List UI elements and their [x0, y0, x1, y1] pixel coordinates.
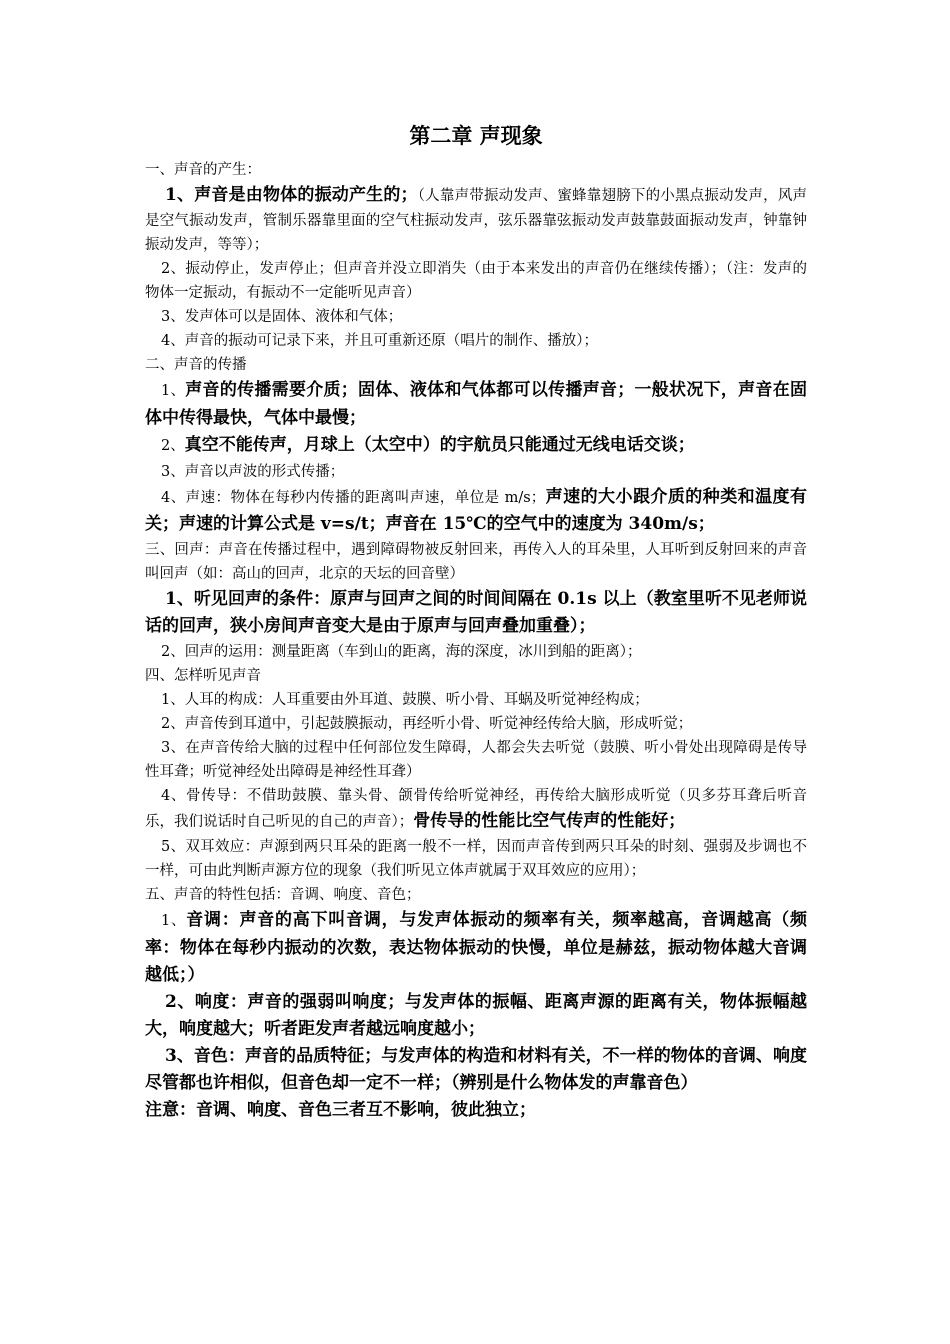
section-heading-3: 三、回声：声音在传播过程中，遇到障碍物被反射回来，再传入人的耳朵里，人耳听到反射回来的声音叫回声（如：高山的回声，北京的天坛的回音壁） — [145, 542, 807, 582]
paragraph-2-3: 3、声音以声波的形式传播； — [161, 464, 345, 480]
paragraph-1-4: 4、声音的振动可记录下来，并且可重新还原（唱片的制作、播放）； — [161, 333, 598, 349]
paragraph-4-4-text: 4、骨传导：不借助鼓膜、靠头骨、颌骨传给听觉神经，再传给大脑形成听觉（贝多芬耳聋后听音乐，我们说话时自己听见的自己的声音）； — [145, 788, 807, 830]
paragraph-2-2-bold: 真空不能传声，月球上（太空中）的宇航员只能通过无线电话交谈； — [184, 435, 695, 455]
paragraph-4-3: 3、在声音传给大脑的过程中任何部位发生障碍，人都会失去听觉（鼓膜、听小骨处出现障碍是传导性耳聋；听觉神经处出障碍是神经性耳聋） — [145, 740, 807, 780]
paragraph-2-1-num: 1、 — [161, 383, 186, 399]
section-heading-5: 五、声音的特性包括：音调、响度、音色； — [145, 887, 421, 903]
paragraph-5-1-num: 1、 — [161, 913, 187, 929]
paragraph-3-1: 1、听见回声的条件：原声与回声之间的时间间隔在 0.1s 以上（教室里听不见老师说话的回声，狭小房间声音变大是由于原声与回声叠加重叠）； — [145, 589, 807, 636]
paragraph-5-2: 2、响度：声音的强弱叫响度；与发声体的振幅、距离声源的距离有关，物体振幅越大，响度越大；听者距发声者越远响度越小； — [145, 992, 807, 1039]
paragraph-3-2: 2、回声的运用：测量距离（车到山的距离，海的深度，冰川到船的距离）； — [161, 644, 642, 660]
paragraph-1-2: 2、振动停止，发声停止；但声音并没立即消失（由于本来发出的声音仍在继续传播）；（注：发声的物体一定振动，有振动不一定能听见声音） — [145, 261, 807, 301]
section-heading-2: 二、声音的传播 — [145, 357, 247, 373]
paragraph-4-5: 5、双耳效应：声源到两只耳朵的距离一般不一样，因而声音传到两只耳朵的时刻、强弱及步调也不一样，可由此判断声源方位的现象（我们听见立体声就属于双耳效应的应用）； — [145, 839, 807, 879]
paragraph-1-1 — [145, 182, 807, 257]
section-heading-1: 一、声音的产生： — [145, 162, 261, 178]
paragraph-4-4-bold: 骨传导的性能比空气传声的性能好； — [413, 811, 686, 831]
paragraph-2-4-text: 4、声速：物体在每秒内传播的距离叫声速，单位是 m/s； — [161, 490, 546, 506]
paragraph-4-2: 2、声音传到耳道中，引起鼓膜振动，再经听小骨、听觉神经传给大脑，形成听觉； — [161, 716, 693, 732]
paragraph-1-3: 3、发声体可以是固体、液体和气体； — [161, 309, 403, 325]
paragraph-2-4-bold: 声速的大小跟介质的种类和温度有关；声速的计算公式是 v=s/t；声音在 15℃的空气中的速度为 340m/s； — [145, 487, 807, 534]
section-heading-4: 四、怎样听见声音 — [145, 668, 261, 684]
paragraph-4-1: 1、人耳的构成：人耳重要由外耳道、鼓膜、听小骨、耳蜗及听觉神经构成； — [161, 692, 649, 708]
paragraph-2-4 — [145, 484, 807, 538]
paragraph-5-1 — [145, 907, 807, 989]
paragraph-2-1 — [145, 377, 807, 432]
paragraph-5-3: 3、音色：声音的品质特征；与发声体的构造和材料有关，不一样的物体的音调、响度尽管都也许相似，但音色却一定不一样；（辨别是什么物体发的声靠音色） — [145, 1046, 807, 1093]
document-body — [145, 118, 807, 1124]
paragraph-2-2 — [145, 432, 807, 460]
paragraph-4-4 — [145, 784, 807, 835]
paragraph-5-1-bold: 音调：声音的高下叫音调，与发声体振动的频率有关，频率越高，音调越高（频率：物体在每秒内振动的次数，表达物体振动的快慢，单位是赫兹，振动物体越大音调越低；） — [145, 910, 807, 985]
paragraph-2-2-num: 2、 — [161, 438, 185, 454]
paragraph-1-1-text: （人靠声带振动发声、蜜蜂靠翅膀下的小黑点振动发声，风声是空气振动发声，管制乐器靠里面的空气柱振动发声，弦乐器靠弦振动发声鼓靠鼓面振动发声，钟靠钟振动发声，等等）； — [145, 188, 808, 253]
page-title: 第二章 声现象 — [409, 123, 543, 148]
paragraph-2-1-bold: 声音的传播需要介质；固体、液体和气体都可以传播声音；一般状况下，声音在固体中传得最快，气体中最慢； — [145, 380, 807, 428]
paragraph-1-1-bold: 1、声音是由物体的振动产生的； — [165, 185, 418, 205]
note-paragraph: 注意：音调、响度、音色三者互不影响，彼此独立； — [145, 1100, 536, 1120]
